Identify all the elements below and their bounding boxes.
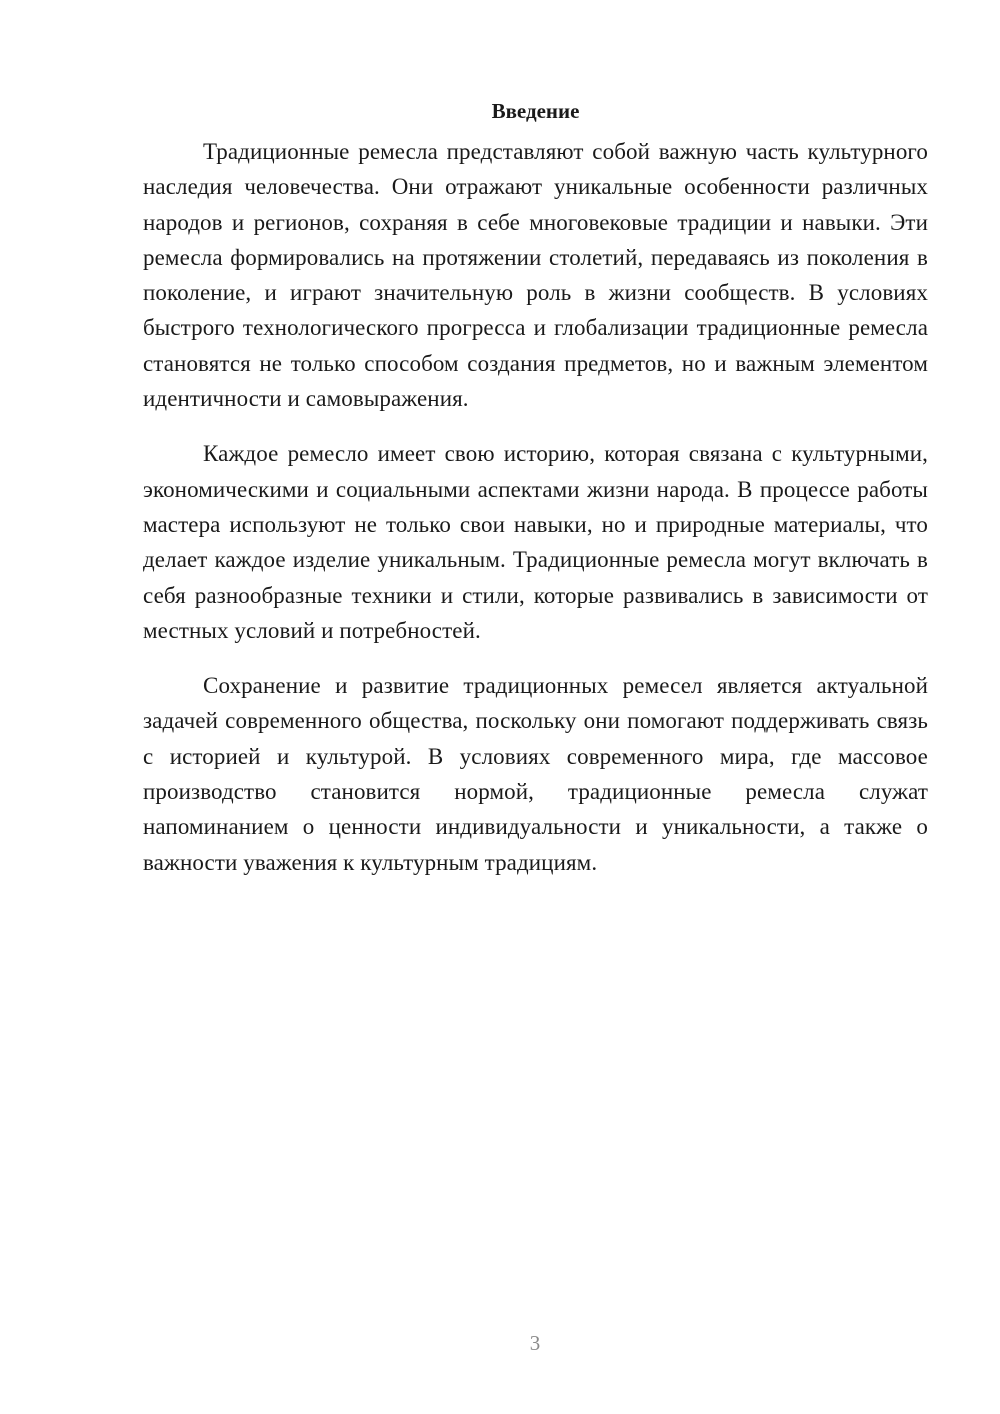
paragraph-1: Традиционные ремесла представляют собой важную часть культурного наследия человечества. Они отражают уникальные особенности различных народов и регионов, сохраняя в себе многовековые традиции и навыки. Эти ремесла формировались на протяжении столетий, передаваясь из поколения в поколение, и играют значительную роль в жизни сообществ. В условиях быстрого технологического прогресса и глобализации традиционные ремесла становятся не только способом создания предметов, но и важным элементом идентичности и самовыражения. — [143, 139, 928, 412]
paragraph-3: Сохранение и развитие традиционных ремесел является актуальной задачей современного общества, поскольку они помогают поддерживать связь с историей и культурой. В условиях современного мира, где массовое производство становится нормой, традиционные ремесла служат напоминанием о ценности индивидуальности и уникальности, а также о важности уважения к культурным традициям. — [143, 673, 928, 875]
page-content — [143, 94, 928, 900]
section-title: Введение — [491, 99, 580, 123]
page-number: 3 — [529, 1331, 541, 1355]
paragraph-2: Каждое ремесло имеет свою историю, которая связана с культурными, экономическими и социальными аспектами жизни народа. В процессе работы мастера используют не только свои навыки, но и природные материалы, что делает каждое изделие уникальным. Традиционные ремесла могут включать в себя разнообразные техники и стили, которые развивались в зависимости от местных условий и потребностей. — [143, 441, 928, 643]
